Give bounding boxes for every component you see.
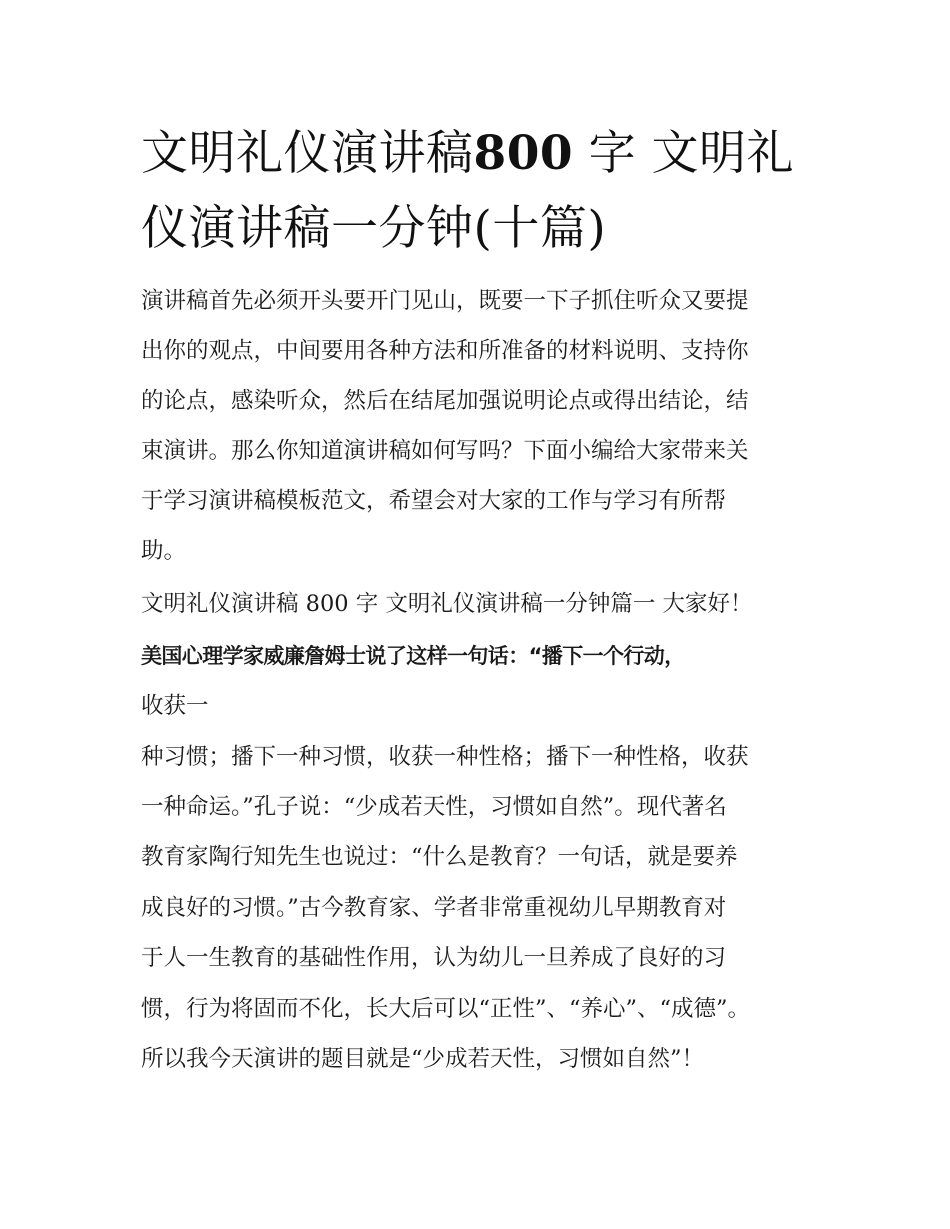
paragraph-line: 教育家陶行知先生也说过：“什么是教育？一句话，就是要养 xyxy=(141,844,738,870)
section-heading-line: 文明礼仪演讲稿 800 字 文明礼仪演讲稿一分钟篇一 大家好！ xyxy=(141,591,753,617)
paragraph-line: 于学习演讲稿模板范文，希望会对大家的工作与学习有所帮 xyxy=(141,488,727,514)
paragraph-line: 收获一 xyxy=(141,693,209,719)
title-part-2: 字 文明礼仪演讲稿一分钟(十篇) xyxy=(141,126,795,256)
paragraph-line: 美国心理学家威廉詹姆士说了这样一句话：“播下一个行动， xyxy=(141,644,685,668)
paragraph-line: 助。 xyxy=(141,538,187,564)
paragraph-line: 于人一生教育的基础性作用，认为幼儿一旦养成了良好的习 xyxy=(141,945,727,971)
paragraph-line: 惯，行为将固而不化，长大后可以“正性”、“养心”、“成德”。 xyxy=(141,996,751,1022)
paragraph-line: 一种命运。”孔子说：“少成若天性，习惯如自然”。现代著名 xyxy=(141,794,727,820)
paragraph-line: 束演讲。那么你知道演讲稿如何写吗？下面小编给大家带来关 xyxy=(141,438,749,464)
paragraph-line: 种习惯；播下一种习惯，收获一种性格；播下一种性格，收获 xyxy=(141,744,749,770)
paragraph-line: 所以我今天演讲的题目就是“少成若天性，习惯如自然”！ xyxy=(141,1046,705,1072)
paragraph-line: 成良好的习惯。”古今教育家、学者非常重视幼儿早期教育对 xyxy=(141,895,727,921)
paragraph-line: 演讲稿首先必须开头要开门见山，既要一下子抓住听众又要提 xyxy=(141,288,749,314)
document-title xyxy=(141,116,821,266)
paragraph-line: 的论点，感染听众，然后在结尾加强说明论点或得出结论，结 xyxy=(141,388,749,414)
paragraph-line: 出你的观点，中间要用各种方法和所准备的材料说明、支持你 xyxy=(141,338,749,364)
title-part-1: 文明礼仪演讲稿 xyxy=(141,126,474,181)
title-number: 800 xyxy=(473,126,574,181)
